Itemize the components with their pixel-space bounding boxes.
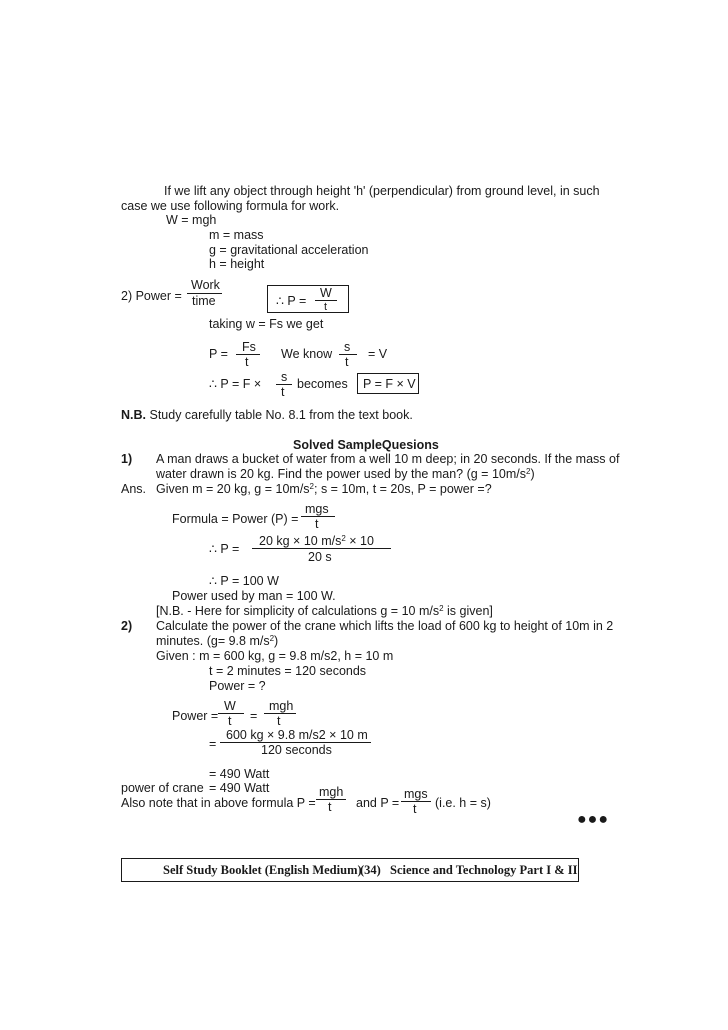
q2-calc-denominator: 120 seconds: [261, 743, 332, 757]
fs-denominator: t: [245, 355, 249, 369]
s2-numerator: s: [281, 370, 288, 384]
q1-given: Given m = 20 kg, $g = 10m/s^2$; s = 10m, t = 20s, P = power =?: [156, 482, 492, 496]
boxed-prefix: ∴ P =: [276, 294, 307, 308]
q1-calc-numerator: 20 kg × 10 $m/s^2 \times 10$: [259, 534, 374, 548]
note-prefix: Also note that in above formula P =: [121, 796, 316, 810]
q2-calc-numerator: 600 kg × 9.8 m/s2 × 10 m: [226, 728, 368, 742]
q2-line-2: minutes. (g= 9.8 $m/s^2$): [156, 634, 279, 648]
power-frac-numerator: Work: [191, 278, 220, 292]
fraction-bar: [276, 384, 292, 385]
q1-line-1: A man draws a bucket of water from a well 10 m deep; in 20 seconds. If the mass of: [156, 452, 620, 466]
result-formula: P = F × V: [363, 377, 416, 391]
note-denominator-1: t: [328, 800, 332, 814]
def-mass: m = mass: [209, 228, 264, 242]
becomes: becomes: [297, 377, 348, 391]
q1-formula-label: Formula = Power (P) =: [172, 512, 299, 526]
fraction-bar: [264, 713, 296, 714]
q1-number: 1): [121, 452, 133, 466]
q2-equals-2: =: [209, 737, 217, 751]
q2-time: t = 2 minutes = 120 seconds: [209, 664, 367, 678]
q2-given: Given : m = 600 kg, g = 9.8 m/s2, h = 10 m: [156, 649, 394, 663]
fraction-bar: [236, 354, 260, 355]
boxed-numerator: W: [320, 286, 332, 300]
s-numerator: s: [344, 340, 351, 354]
intro-line-1: If we lift any object through height 'h' (perpendicular) from ground level, in such: [164, 184, 600, 198]
equals-v: = V: [368, 347, 388, 361]
q1-line-2: water drawn is 20 kg. Find the power used by the man? $(g = 10m/s^2)$: [156, 467, 535, 481]
crane-label: power of crane: [121, 781, 204, 795]
fs-numerator: Fs: [242, 340, 256, 354]
q2-number: 2): [121, 619, 133, 633]
q1-result: ∴ P = 100 W: [209, 574, 279, 588]
q2-line-1: Calculate the power of the crane which lifts the load of 600 kg to height of 10m in 2: [156, 619, 614, 633]
intro-line-2: case we use following formula for work.: [121, 199, 340, 213]
fraction-bar: [252, 548, 391, 549]
fraction-bar: [401, 801, 431, 802]
q2-power-question: Power = ?: [209, 679, 266, 693]
p-equals: P =: [209, 347, 228, 361]
boxed-power-formula: [267, 285, 349, 313]
q1-formula-numerator: mgs: [305, 502, 329, 516]
q1-nb-note: [N.B. - Here for simplicity of calculations g = 10 $m/s^2$ is given]: [156, 604, 493, 618]
ans-label: Ans.: [121, 482, 147, 496]
note-and: and P =: [356, 796, 400, 810]
q1-formula-denominator: t: [315, 517, 319, 531]
fraction-bar: [218, 713, 244, 714]
footer-left: Self Study Booklet (English Medium): [163, 863, 362, 877]
taking-line: taking w = Fs we get: [209, 317, 324, 331]
q2-power-label: Power =: [172, 709, 219, 723]
nb-line: [121, 409, 413, 422]
nb-label: N.B.: [121, 408, 146, 422]
p-equals-f-times: ∴ P = F ×: [209, 377, 262, 391]
footer-page-number: (34): [360, 863, 381, 877]
q2-result: = 490 Watt: [209, 767, 270, 781]
fraction-bar: [316, 799, 346, 800]
q1-therefore-p: ∴ P =: [209, 542, 240, 556]
q2-mgh-numerator: mgh: [269, 699, 294, 713]
work-formula: W = mgh: [166, 213, 217, 227]
page-footer: [121, 858, 579, 882]
q2-equals: =: [250, 709, 258, 723]
we-know: We know: [281, 347, 333, 361]
boxed-denominator: t: [324, 301, 328, 313]
crane-value: = 490 Watt: [209, 781, 270, 795]
def-gravity: g = gravitational acceleration: [209, 243, 369, 257]
footer-right: Science and Technology Part I & II: [390, 863, 578, 877]
q2-mgh-denominator: t: [277, 714, 281, 728]
q2-w-denominator: t: [228, 714, 232, 728]
s2-denominator: t: [281, 385, 285, 399]
fraction-bar: [339, 354, 357, 355]
s-denominator: t: [345, 355, 349, 369]
result-box: [357, 373, 419, 394]
power-label: 2) Power =: [121, 289, 182, 303]
q2-w-numerator: W: [224, 699, 236, 713]
nb-text: Study carefully table No. 8.1 from the text book.: [149, 408, 413, 422]
section-heading: Solved SampleQuesions: [293, 438, 439, 452]
fraction-bar: [301, 516, 335, 517]
end-marker: ●●●: [577, 811, 609, 828]
note-denominator-2: t: [413, 802, 417, 816]
q1-answer: Power used by man = 100 W.: [172, 589, 336, 603]
note-suffix: (i.e. h = s): [435, 796, 491, 810]
note-numerator-2: mgs: [404, 787, 428, 801]
note-numerator-1: mgh: [319, 785, 344, 799]
power-frac-denominator: time: [192, 294, 216, 308]
def-height: h = height: [209, 257, 265, 271]
q1-calc-denominator: 20 s: [308, 550, 332, 564]
